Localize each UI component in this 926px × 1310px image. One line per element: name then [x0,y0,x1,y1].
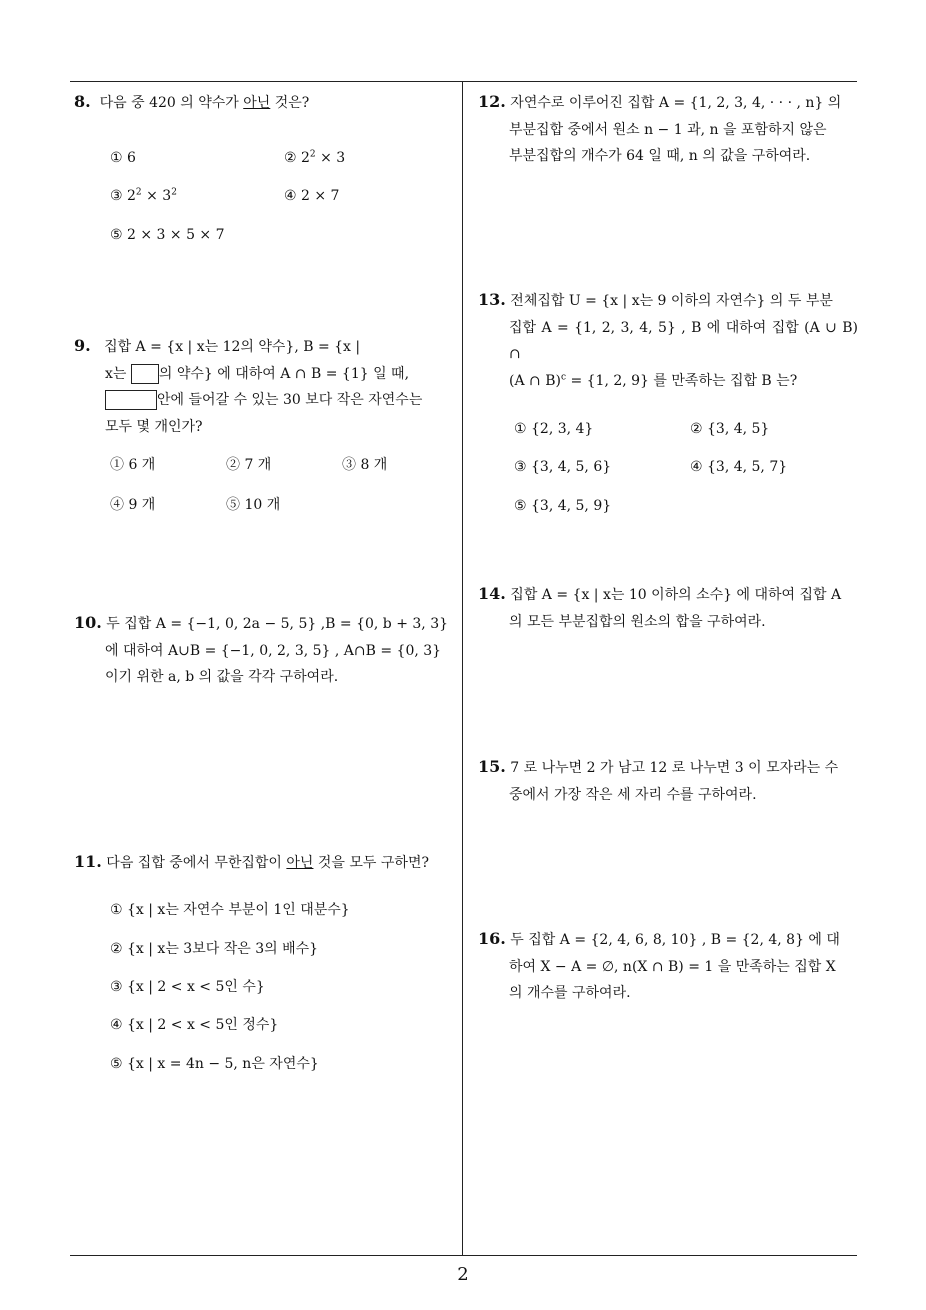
option-1[interactable]: ① {x | x는 자연수 부분이 1인 대분수} [110,901,350,918]
question-10 [74,610,456,691]
option-4[interactable]: ④ {x | 2 < x < 5인 정수} [110,1016,279,1033]
top-rule [70,81,857,82]
option-1[interactable]: ① 6 개 [110,457,156,473]
option-2[interactable]: ② 7 개 [226,457,272,473]
question-number: 15. [478,757,506,776]
question-number: 13. [478,290,506,309]
question-number: 11. [74,852,102,871]
column-divider [462,81,463,1256]
option-3[interactable]: ③ $2^2 \times 3^2$ [110,186,177,204]
question-number: 16. [478,929,506,948]
option-2[interactable]: ② $2^2 \times 3$ [284,148,346,166]
question-number: 14. [478,584,506,603]
bottom-rule [70,1255,857,1256]
question-13-stem: 13. 전체집합 U = {x | x는 9 이하의 자연수} 의 두 부분 집합 A = {1, 2, 3, 4, 5} , B 에 대하여 집합 (A ∪ B) ∩ (A ∩ B)$^c$ = {1, 2, 9} 를 만족하는 집합 B 는? [478,290,858,389]
question-15 [478,754,858,808]
question-11-stem: 11. 다음 집합 중에서 무한집합이 아닌 것을 모두 구하면? [74,852,429,871]
question-14 [478,581,858,635]
option-3[interactable]: ③ {x | 2 < x < 5인 수} [110,978,265,995]
option-2[interactable]: ② {3, 4, 5} [690,421,770,437]
option-3[interactable]: ③ 8 개 [342,457,388,473]
question-9-stem: 9. 집합 A = {x | x는 12의 약수}, B = {x | x는 의 약수} 에 대하여 A ∩ B = {1} 일 때, 안에 들어갈 수 있는 30 보다 작은 자연수는 모두 몇 개인가? [74,336,423,435]
question-13 [478,287,858,514]
question-8-stem: 8. 다음 중 420 의 약수가 아닌 것은? [74,92,310,111]
question-12 [478,89,858,170]
option-5[interactable]: ⑤ {x | x = 4n − 5, n은 자연수} [110,1055,319,1072]
question-14-stem: 14. 집합 A = {x | x는 10 이하의 소수} 에 대하여 집합 A 의 모든 부분집합의 원소의 합을 구하여라. [478,584,842,630]
question-16 [478,926,858,1007]
answer-blank-box [131,364,159,384]
option-1[interactable]: ① 6 [110,149,136,166]
question-11 [74,849,456,1072]
option-1[interactable]: ① {2, 3, 4} [514,421,594,437]
option-2[interactable]: ② {x | x는 3보다 작은 3의 배수} [110,940,319,957]
option-5[interactable]: ⑤ 10 개 [226,497,281,513]
question-number: 9. [74,336,91,355]
answer-blank-box [105,390,157,410]
question-15-stem: 15. 7 로 나누면 2 가 남고 12 로 나누면 3 이 모자라는 수 중에서 가장 작은 세 자리 수를 구하여라. [478,757,839,803]
question-number: 12. [478,92,506,111]
option-4[interactable]: ④ 2 × 7 [284,187,340,204]
option-5[interactable]: ⑤ 2 × 3 × 5 × 7 [110,226,225,243]
question-10-stem: 10. 두 집합 A = {−1, 0, 2a − 5, 5} ,B = {0, b + 3, 3} 에 대하여 A∪B = {−1, 0, 2, 3, 5} , A∩B = {0, 3} 이기 위한 a, b 의 값을 각각 구하여라. [74,613,449,685]
option-4[interactable]: ④ {3, 4, 5, 7} [690,459,788,475]
question-9 [74,333,456,513]
option-3[interactable]: ③ {3, 4, 5, 6} [514,459,612,475]
question-16-stem: 16. 두 집합 A = {2, 4, 6, 8, 10} , B = {2, 4, 8} 에 대 하여 X − A = ∅, n(X ∩ B) = 1 을 만족하는 집합 X 의 개수를 구하여라. [478,929,840,1001]
emphasis-underline: 아닌 [286,855,314,871]
option-4[interactable]: ④ 9 개 [110,497,156,513]
emphasis-underline: 아닌 [243,95,271,111]
question-number: 8. [74,92,91,111]
question-number: 10. [74,613,102,632]
question-8 [74,89,456,243]
option-5[interactable]: ⑤ {3, 4, 5, 9} [514,498,612,514]
page-number: 2 [457,1264,469,1285]
question-12-stem: 12. 자연수로 이루어진 집합 A = {1, 2, 3, 4, · · · , n} 의 부분집합 중에서 원소 n − 1 과, n 을 포함하지 않은 부분집합의 개수가 64 일 때, n 의 값을 구하여라. [478,92,842,164]
